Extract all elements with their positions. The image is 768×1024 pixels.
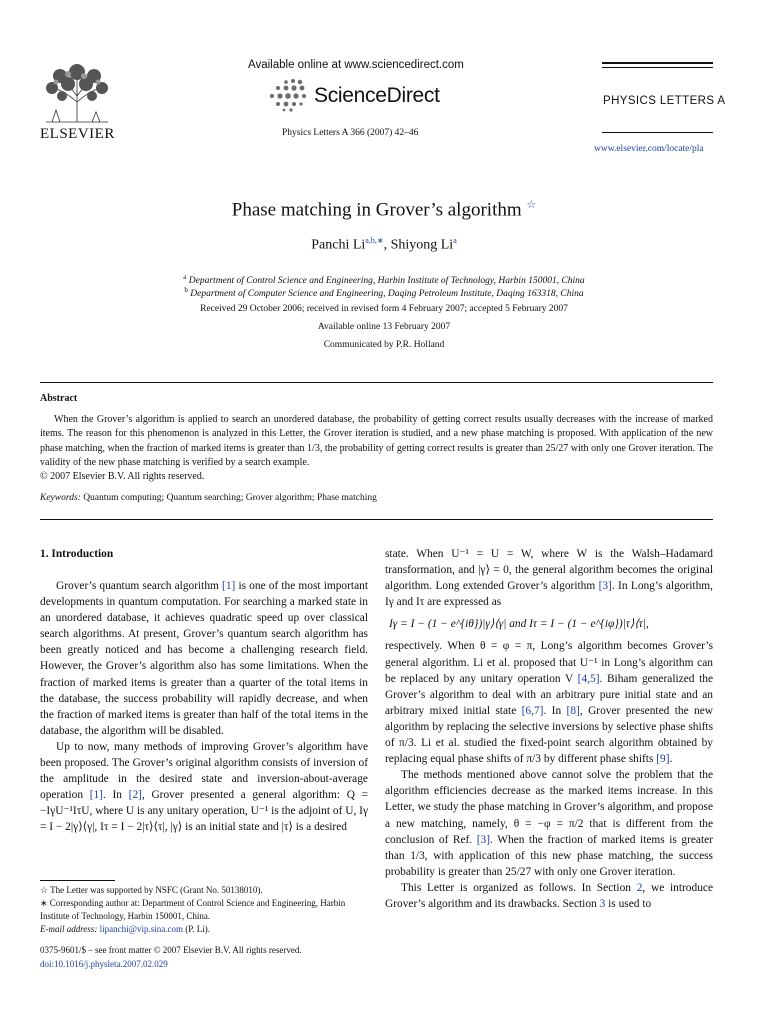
text-run: state. When U⁻¹ = U = W, where W is the Walsh–Hadamard transformation, and |γ⟩ = 0, the general algorithm becomes the original algorithm. Long extended Grover’s algorithm (385, 548, 713, 593)
journal-name: PHYSICS LETTERS A (603, 95, 726, 107)
header-rule-top-thin (602, 67, 713, 68)
received-dates: Received 29 October 2006; received in revised form 4 February 2007; accepted 5 February 2007 (200, 304, 568, 314)
section-heading-introduction: 1. Introduction (40, 548, 114, 560)
footnote-corr-mark: ∗ (40, 898, 48, 908)
text-run: is one of the most important developments in quantum computation. For searching a marked state in an unordered database, it achieves quadratic speed up over classical search algorithms. At present, Grover’s quantum search algorithm has been greatly noticed and has become a challenging research field. However, the Grover’s algorithm also has some limitations. When the fraction of marked items is greater than a quarter of the total items in the database, the success probability will rapidly decrease, and when the fraction of marked items is greater than half of the total items in the database, the algorithm will be disabled. (40, 580, 368, 737)
affiliation-b (0, 286, 768, 299)
text-run: . (669, 753, 673, 766)
keywords (40, 493, 377, 503)
text-run: . Biham generalized the Grover’s algorithm to deal with an arbitrary pure initial state and an arbitrary mixed initial state (385, 672, 713, 717)
title-footnote-star[interactable]: ☆ (526, 199, 537, 211)
abstract-text: When the Grover’s algorithm is applied to search an unordered database, the probability of getting correct results usually decreases with the increase of marked items. The reason for this phenomenon is analyzed in this Letter, the Grover iteration is studied, and a new phase matching is proposed. With application of the new phase matching, when the fraction of marked items is greater than 1/3, the probability of getting correct results is greater than 25/27 with only one Grover iteration. The validity of the new phase matching is verified by a search example. (40, 414, 713, 469)
journal-reference: Physics Letters A 366 (2007) 42–46 (282, 128, 419, 138)
text-run: . In (102, 789, 129, 802)
footnote-funding (40, 884, 368, 897)
author-2-marks[interactable]: a (453, 236, 457, 245)
text-run: The methods mentioned above cannot solve the problem that the algorithm efficiencies decrease as the marked items increase. In this Letter, we study the phase matching in Grover’s algorithm, and propose a new matching, namely, θ = −φ = π/2 that is different from the conclusion of Ref. (385, 769, 713, 846)
journal-url-link[interactable]: www.elsevier.com/locate/pla (594, 144, 704, 154)
keywords-text: Quantum computing; Quantum searching; Grover algorithm; Phase matching (83, 493, 377, 503)
citation-link[interactable]: [9] (656, 753, 670, 766)
header-rule-top (602, 62, 713, 64)
affiliation-b-mark: b (184, 286, 188, 294)
publisher-name: ELSEVIER (40, 126, 115, 142)
doi-link[interactable]: doi:10.1016/j.physleta.2007.02.029 (40, 959, 168, 969)
footnote-funding-text: The Letter was supported by NSFC (Grant No. 50138010). (50, 885, 263, 895)
affiliation-b-text: Department of Computer Science and Engineering, Daqing Petroleum Institute, Daqing 163318, China (190, 289, 584, 300)
footnote-corr-text: Corresponding author at: Department of Control Science and Engineering, Harbin Institute of Technology, Harbin 150001, China. (40, 898, 346, 921)
paragraph (40, 739, 368, 836)
citation-link[interactable]: [3] (598, 580, 612, 593)
header-rule-bottom (602, 132, 713, 133)
abstract-copyright: © 2007 Elsevier B.V. All rights reserved. (40, 471, 205, 482)
available-online-text: Available online at www.sciencedirect.com (248, 59, 464, 71)
paragraph (40, 578, 368, 739)
affiliation-a-text: Department of Control Science and Engineering, Harbin Institute of Technology, Harbin 150001, China (188, 276, 585, 287)
abstract-rule-top (40, 382, 713, 383)
citation-link[interactable]: [6,7] (521, 704, 544, 717)
affiliation-a (0, 273, 768, 286)
email-label: E-mail address: (40, 924, 98, 934)
elsevier-tree-logo (38, 62, 116, 126)
equation-long-operators: Iγ = I − (1 − e^{iθ})|γ⟩⟨γ| and Iτ = I − (1 − e^{iφ})|τ⟩⟨τ|, (389, 618, 649, 631)
author-2: Shiyong Li (390, 237, 454, 253)
text-run: Grover’s quantum search algorithm (56, 580, 223, 592)
keywords-label: Keywords: (40, 493, 81, 503)
section-link[interactable]: 3 (599, 897, 606, 910)
paragraph (385, 880, 713, 912)
affiliation-a-mark: a (183, 273, 187, 281)
text-run: . In (543, 704, 567, 717)
citation-link[interactable]: [1] (89, 789, 103, 802)
front-matter-line: 0375-9601/$ – see front matter © 2007 Elsevier B.V. All rights reserved. (40, 945, 302, 955)
text-run: , Grover presented a general algorithm: Q = −IγU⁻¹IτU, where U is any unitary operation, U⁻¹ is the adjoint of U, Iγ = I − 2|γ⟩⟨γ|, Iτ = I − 2|τ⟩⟨τ|, |γ⟩ is an initial state and |τ⟩ is a desired (40, 789, 368, 834)
text-run: respectively. When θ = φ = π, Long’s algorithm becomes Grover’s general algorithm. Li et al. proposed that U⁻¹ in Long’s algorithm can be replaced by any unitary operation V (385, 640, 713, 685)
section-link[interactable]: 2 (636, 881, 643, 894)
text-run: is used to (605, 897, 652, 910)
title-text: Phase matching in Grover’s algorithm (231, 199, 522, 221)
author-separator: , (383, 237, 391, 253)
footnote-corresponding (40, 897, 368, 936)
paragraph (385, 546, 713, 610)
citation-link[interactable]: [3] (476, 833, 491, 846)
author-1: Panchi Li (311, 237, 366, 253)
citation-link[interactable]: [4,5] (577, 672, 600, 685)
text-run: , Grover presented the new algorithm by replacing the selective inversions by selective phase shifts of π/3. Li et al. studied the fixed-point search algorithm obtained by replacing equal phase shifts of π/3 by different phase shifts (385, 704, 713, 766)
citation-link[interactable]: [8] (566, 704, 580, 717)
text-run: , we introduce Grover’s algorithm and its drawbacks. Section (385, 881, 713, 910)
abstract-rule-bottom (40, 519, 713, 520)
citation-link[interactable]: [1] (222, 580, 236, 592)
left-column (40, 578, 368, 836)
email-suffix: (P. Li). (182, 924, 210, 934)
footnote-star-mark: ☆ (40, 885, 49, 895)
paper-title (0, 198, 768, 221)
abstract-heading: Abstract (40, 393, 78, 404)
text-run: This Letter is organized as follows. In Section (401, 881, 637, 894)
author-1-marks[interactable]: a,b,∗ (365, 236, 384, 245)
text-run: . When the fraction of marked items is greater than 1/3, with application of this new phase matching, the success probability is greater than 25/27 with only one Grover iteration. (385, 833, 713, 878)
footnote-rule (40, 880, 115, 881)
text-run: Up to now, many methods of improving Grover’s algorithm have been proposed. The Grover’s original algorithm consists of inversion of the amplitude in the desired state and inversion-about-average operation (40, 740, 368, 802)
communicated-by: Communicated by P.R. Holland (323, 340, 445, 350)
sciencedirect-dots-logo (268, 78, 312, 112)
paragraph (385, 638, 713, 767)
citation-link[interactable]: [2] (128, 789, 142, 802)
text-run: . In Long’s algorithm, Iγ and Iτ are expressed as (385, 580, 713, 609)
available-date: Available online 13 February 2007 (317, 322, 451, 332)
author-list (0, 236, 768, 254)
right-column (385, 546, 713, 912)
paragraph (385, 767, 713, 880)
email-link[interactable]: lipanchi@vip.sina.com (99, 924, 183, 934)
sciencedirect-wordmark: ScienceDirect (314, 84, 440, 107)
